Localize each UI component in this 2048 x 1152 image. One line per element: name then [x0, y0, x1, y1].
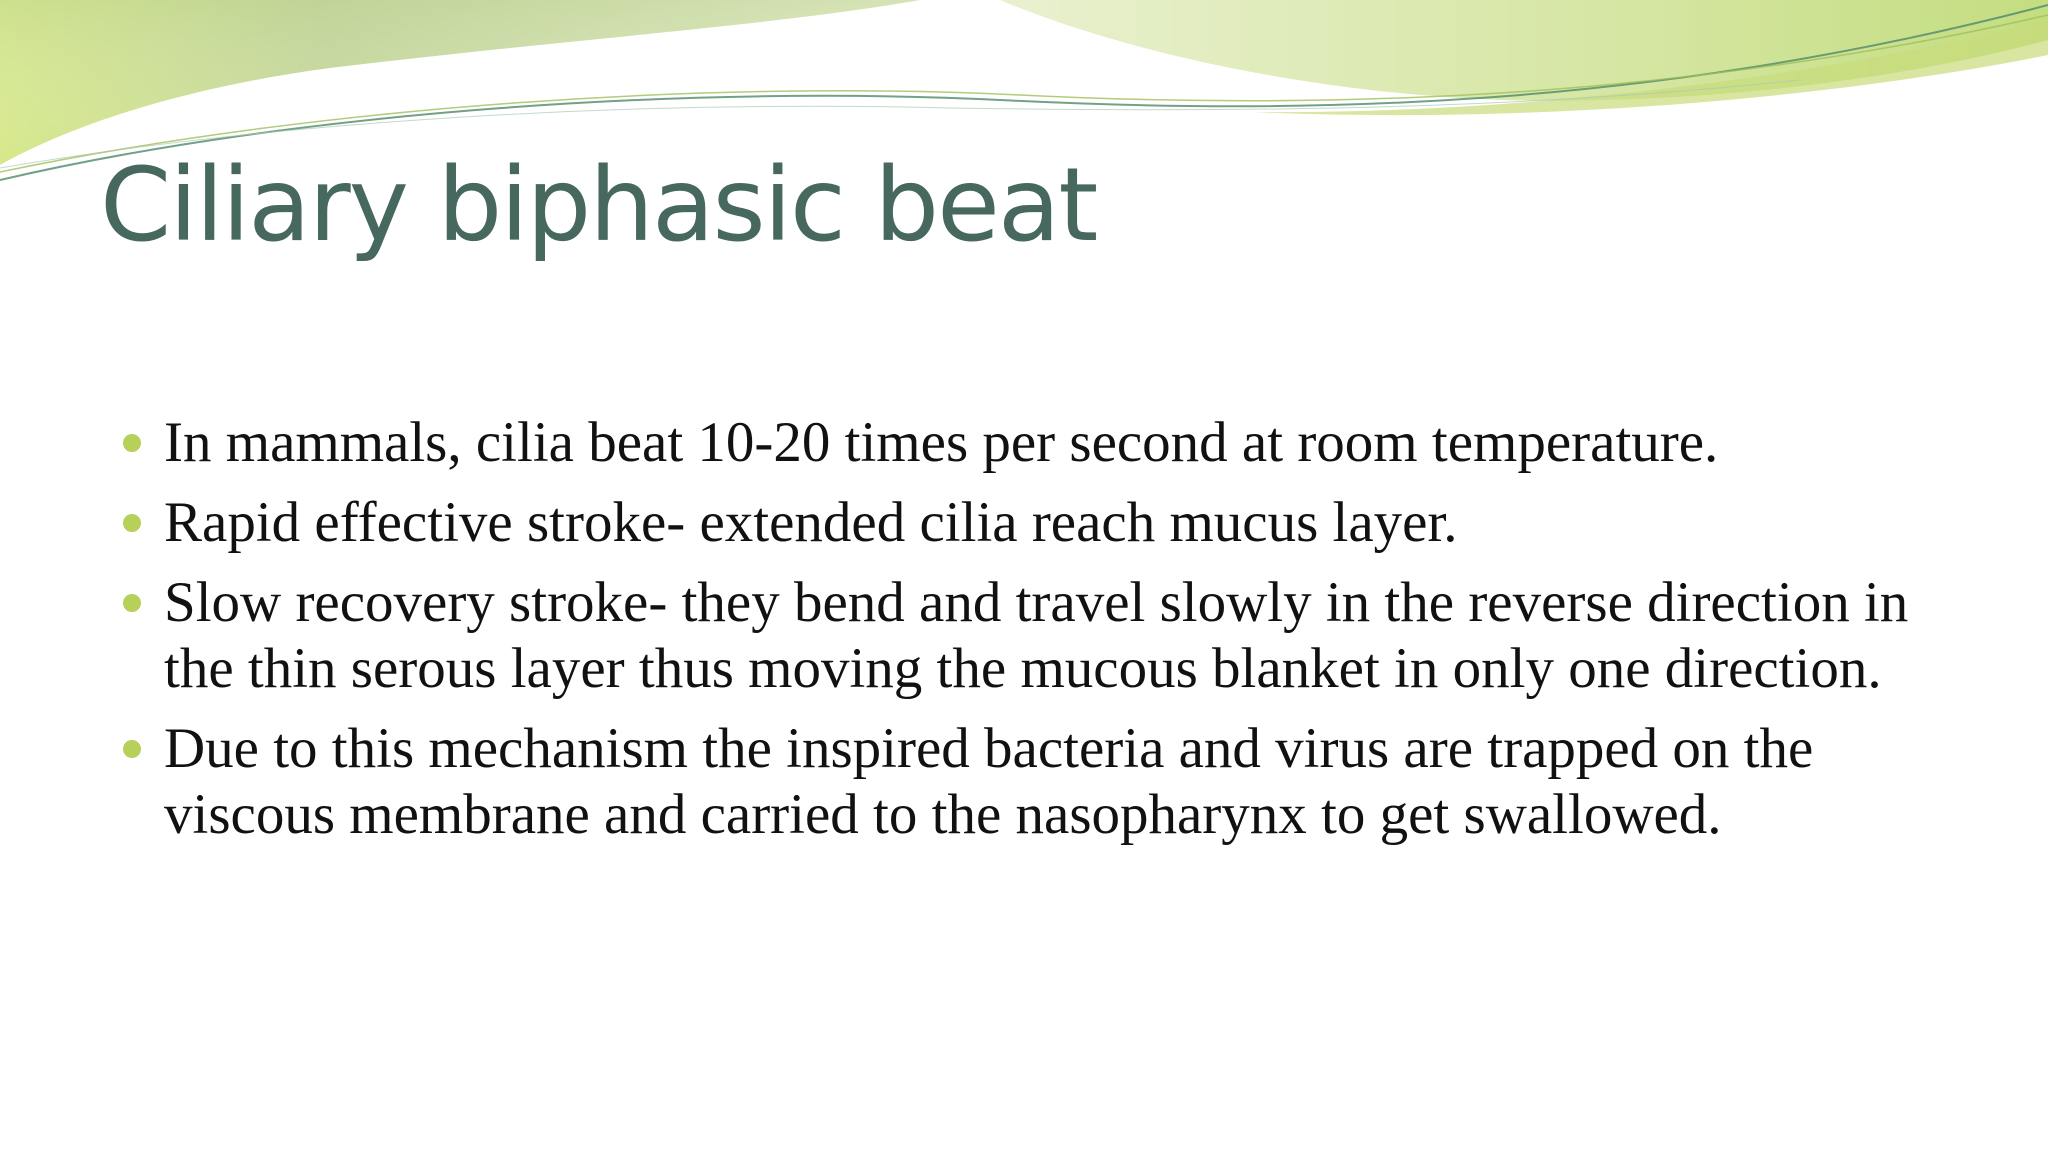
bullet-dot-icon	[123, 740, 141, 758]
bullet-list	[120, 410, 1950, 862]
bullet-text: Rapid effective stroke- extended cilia reach mucus layer.	[164, 491, 1458, 554]
bullet-dot-icon	[123, 434, 141, 452]
bullet-text: In mammals, cilia beat 10-20 times per second at room temperature.	[164, 411, 1719, 474]
bullet-item	[120, 570, 1950, 702]
bullet-text: Slow recovery stroke- they bend and travel slowly in the reverse direction in the thin serous layer thus moving the mucous blanket in only one direction.	[164, 571, 1909, 700]
slide-title: Ciliary biphasic beat	[100, 146, 1097, 265]
bullet-item	[120, 490, 1950, 556]
bullet-dot-icon	[123, 594, 141, 612]
bullet-dot-icon	[123, 514, 141, 532]
bullet-item	[120, 716, 1950, 848]
bullet-item	[120, 410, 1950, 476]
bullet-text: Due to this mechanism the inspired bacteria and virus are trapped on the viscous membrane and carried to the nasopharynx to get swallowed.	[164, 717, 1814, 846]
